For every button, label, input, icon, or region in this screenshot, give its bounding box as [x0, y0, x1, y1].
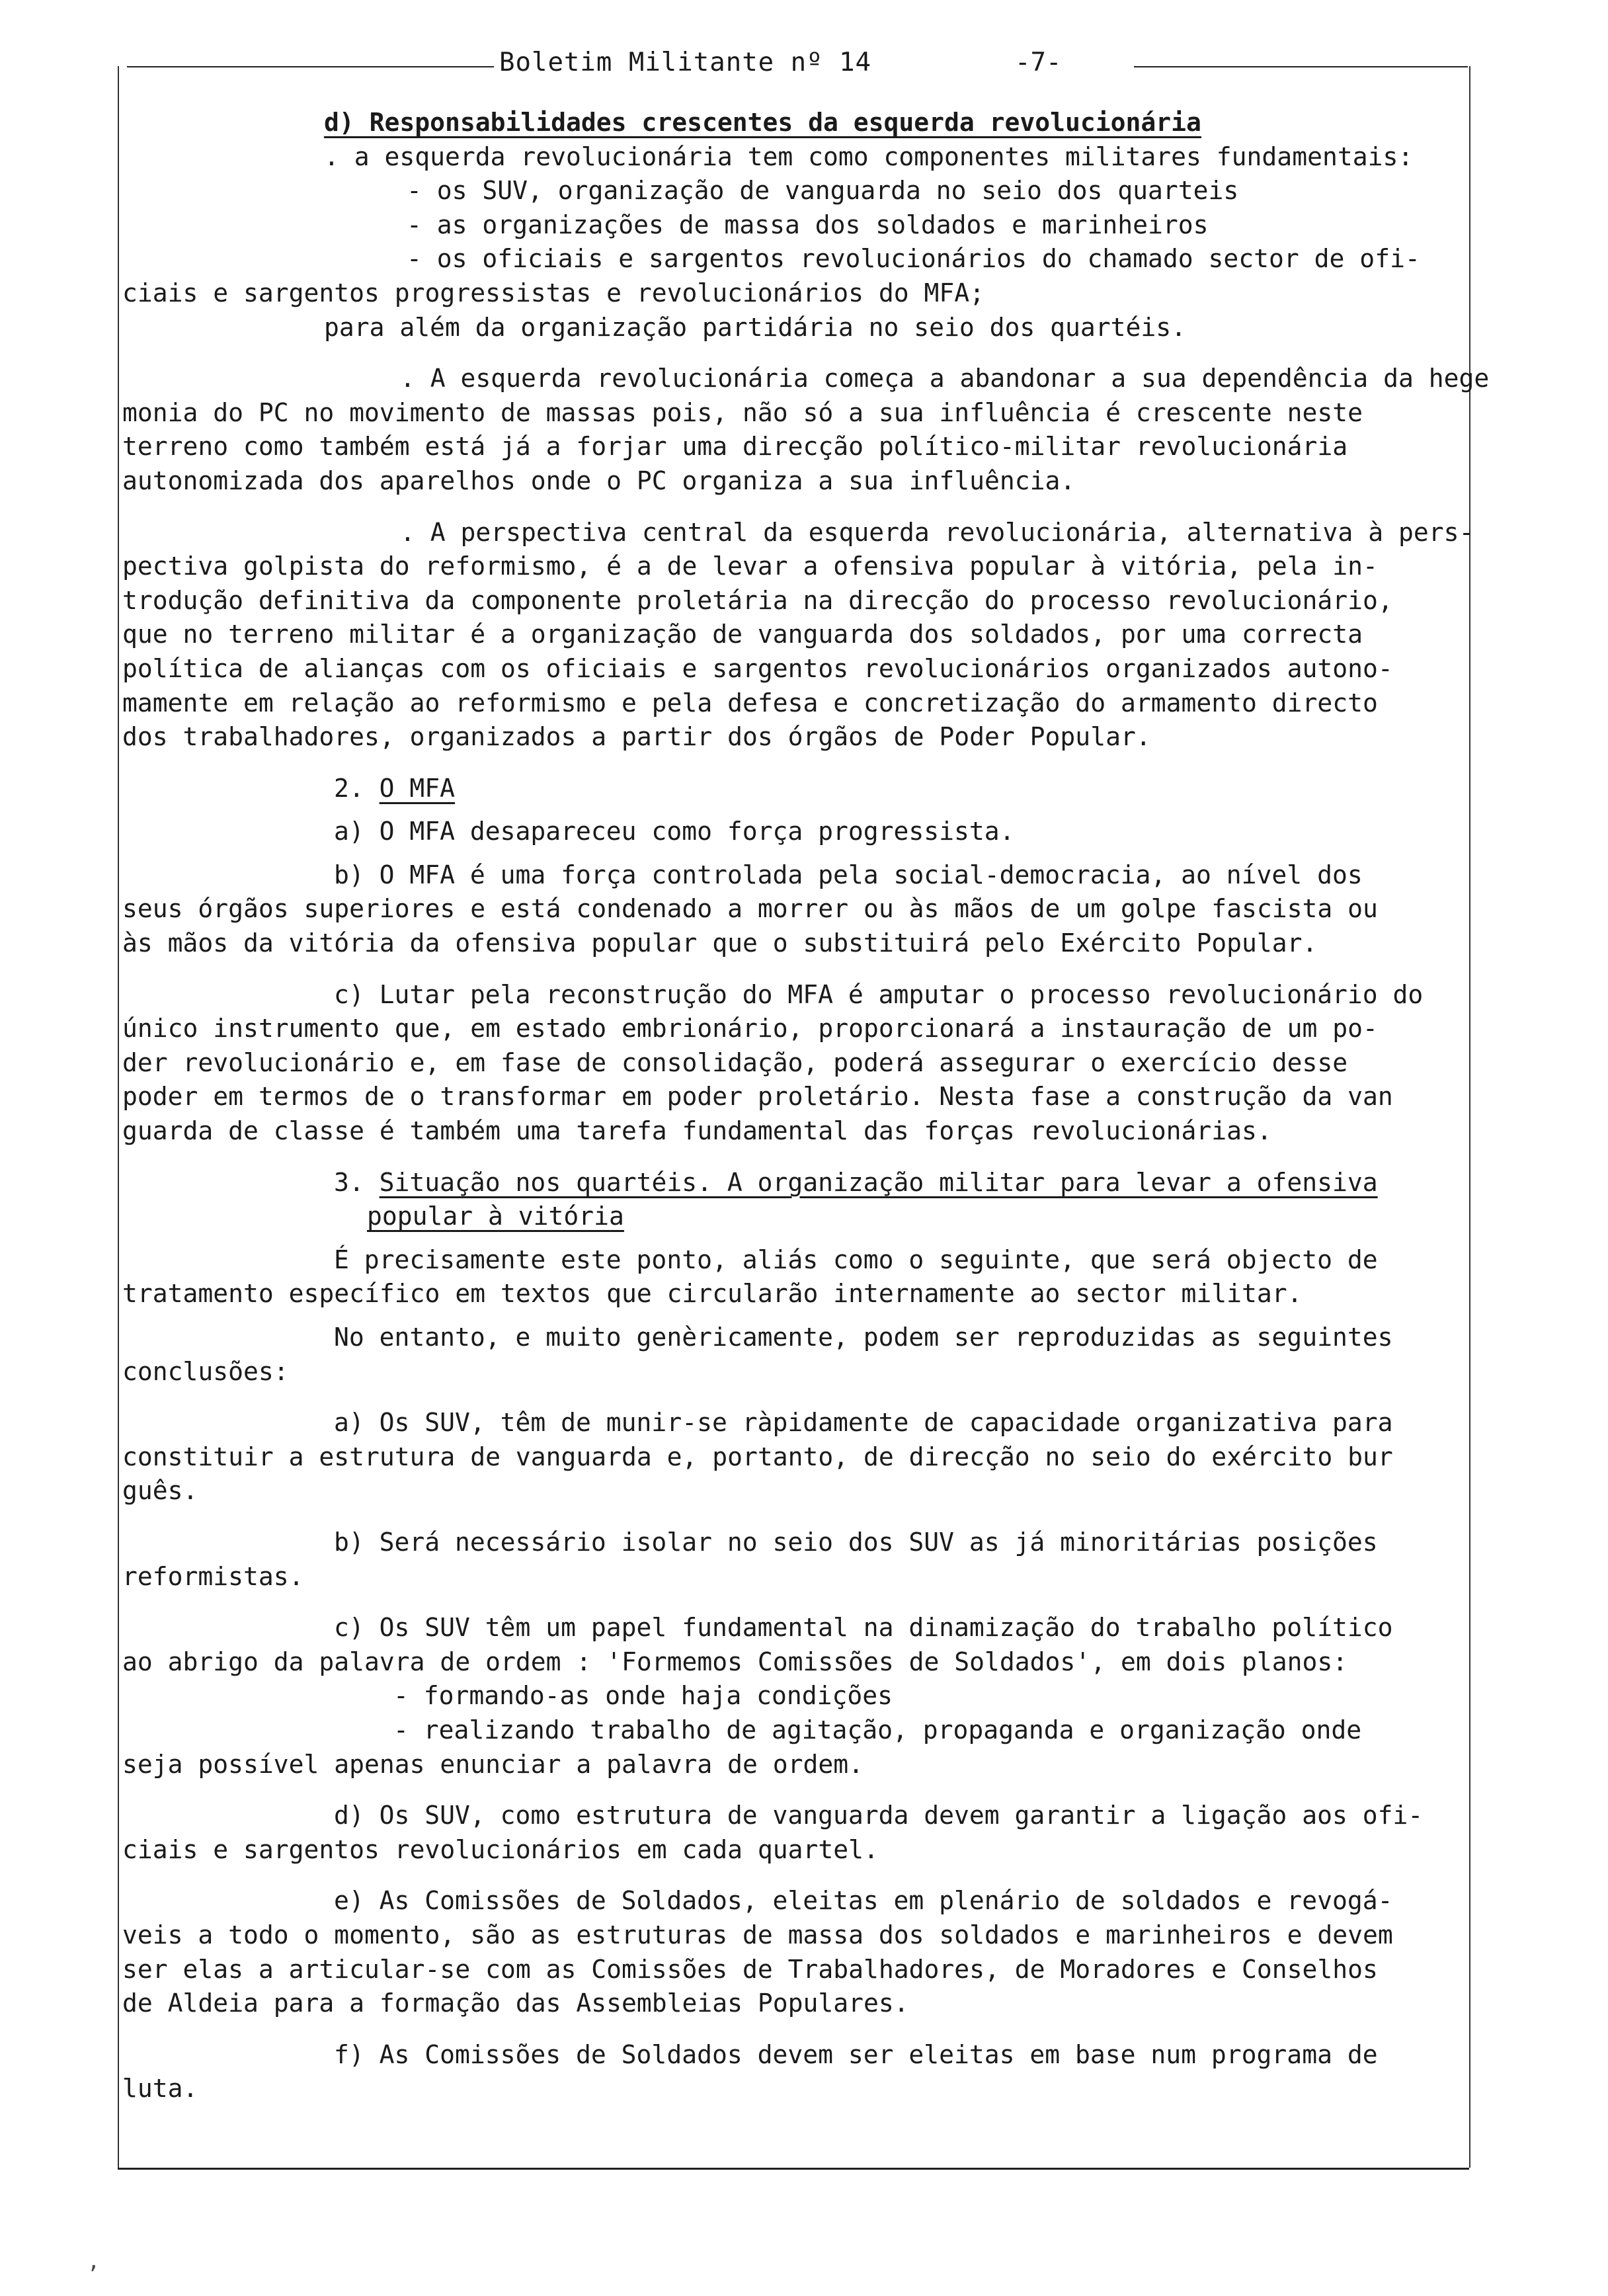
paragraph-line: autonomizada dos aparelhos onde o PC organiza a sua influência.	[122, 466, 1076, 495]
paragraph-line: constituir a estrutura de vanguarda e, portanto, de direcção no seio do exército bur	[122, 1442, 1393, 1471]
paragraph-line: mamente em relação ao reformismo e pela defesa e concretização do armamento directo	[122, 688, 1378, 718]
paragraph-line: d) Os SUV, como estrutura de vanguarda devem garantir a ligação aos ofi-	[334, 1801, 1424, 1830]
paragraph-line: No entanto, e muito genèricamente, podem ser reproduzidas as seguintes	[334, 1323, 1393, 1352]
paragraph-line: poder em termos de o transformar em poder proletário. Nesta fase a construção da van	[122, 1082, 1393, 1112]
section-2-title: O MFA	[379, 773, 456, 803]
paragraph-line: ser elas a articular-se com as Comissões de Trabalhadores, de Moradores e Conselhos	[122, 1954, 1378, 1984]
document-body	[122, 106, 1490, 2106]
paragraph-line: reformistas.	[122, 1561, 304, 1591]
paragraph-line: às mãos da vitória da ofensiva popular que o substituirá pelo Exército Popular.	[122, 928, 1318, 958]
list-item: - os oficiais e sargentos revolucionários do chamado sector de ofi-	[407, 244, 1420, 274]
paragraph-line: c) Lutar pela reconstrução do MFA é amputar o processo revolucionário do	[334, 979, 1424, 1009]
paragraph-line: veis a todo o momento, são as estruturas de massa dos soldados e marinheiros e devem	[122, 1920, 1393, 1949]
paragraph-line: É precisamente este ponto, aliás como o seguinte, que será objecto de	[334, 1245, 1378, 1274]
footer-rule	[118, 2168, 1469, 2170]
list-item: - realizando trabalho de agitação, propaganda e organização onde	[393, 1715, 1362, 1744]
paragraph-line: ciais e sargentos progressistas e revolucionários do MFA;	[122, 278, 985, 308]
section-2-number: 2.	[334, 773, 364, 803]
page-number: -7-	[1015, 48, 1062, 77]
paragraph-line: . A perspectiva central da esquerda revolucionária, alternativa à pers-	[400, 517, 1474, 547]
paragraph-line: ao abrigo da palavra de ordem : 'Formemos Comissões de Soldados', em dois planos:	[122, 1647, 1348, 1676]
paragraph-line: guês.	[122, 1476, 198, 1506]
paragraph-line: conclusões:	[122, 1356, 289, 1386]
section-3-heading	[122, 1166, 1471, 1200]
paragraph-line: dos trabalhadores, organizados a partir dos órgãos de Poder Popular.	[122, 722, 1151, 752]
paragraph-line: der revolucionário e, em fase de consolidação, poderá assegurar o exercício desse	[122, 1047, 1348, 1077]
paragraph-line: tratamento específico em textos que circularão internamente ao sector militar.	[122, 1279, 1303, 1309]
section-3-title-line2-text: popular à vitória	[367, 1202, 624, 1231]
section-3-number: 3.	[334, 1167, 364, 1197]
list-item: - os SUV, organização de vanguarda no seio dos quarteis	[407, 176, 1239, 206]
paragraph-line: trodução definitiva da componente proletária na direcção do processo revolucionário,	[122, 585, 1393, 615]
paragraph-line: único instrumento que, em estado embrionário, proporcionará a instauração de um po-	[122, 1014, 1378, 1044]
section-2-heading	[122, 772, 1471, 806]
paragraph-line: a) O MFA desapareceu como força progressista.	[334, 817, 1015, 846]
paragraph-line: . a esquerda revolucionária tem como componentes militares fundamentais:	[324, 142, 1414, 171]
paragraph-line: política de alianças com os oficiais e sargentos revolucionários organizados autono-	[122, 653, 1393, 683]
paragraph-line: de Aldeia para a formação das Assembleias Populares.	[122, 1988, 909, 2018]
paragraph-line: e) As Comissões de Soldados, eleitas em plenário de soldados e revogá-	[334, 1886, 1393, 1916]
list-item: - formando-as onde haja condições	[393, 1681, 893, 1711]
paragraph-line: para além da organização partidária no seio dos quartéis.	[324, 312, 1187, 342]
paragraph-line: luta.	[122, 2074, 198, 2104]
stray-mark: ,	[87, 2248, 100, 2274]
paragraph-line: b) Será necessário isolar no seio dos SUV as já minoritárias posições	[334, 1527, 1378, 1557]
section-3-title-line2	[122, 1200, 1471, 1234]
paragraph-line: . A esquerda revolucionária começa a abandonar a sua dependência da hege	[400, 364, 1490, 393]
paragraph-line: a) Os SUV, têm de munir-se ràpidamente de capacidade organizativa para	[334, 1408, 1393, 1438]
paragraph-line: pectiva golpista do reformismo, é a de levar a ofensiva popular à vitória, pela in-	[122, 552, 1378, 581]
section-3-title-line1: Situação nos quartéis. A organização militar para levar a ofensiva	[379, 1167, 1378, 1197]
section-d-heading: d) Responsabilidades crescentes da esquerda revolucionária	[324, 108, 1201, 137]
paragraph-line: guarda de classe é também uma tarefa fundamental das forças revolucionárias.	[122, 1116, 1272, 1146]
list-item: - as organizações de massa dos soldados e marinheiros	[407, 210, 1209, 239]
paragraph-line: terreno como também está já a forjar uma direcção político-militar revolucionária	[122, 432, 1348, 462]
paragraph-line: c) Os SUV têm um papel fundamental na dinamização do trabalho político	[334, 1613, 1393, 1643]
bulletin-title: Boletim Militante nº 14	[499, 48, 872, 77]
paragraph-line: que no terreno militar é a organização de vanguarda dos soldados, por uma correcta	[122, 620, 1363, 649]
paragraph-line: seus órgãos superiores e está condenado a morrer ou às mãos de um golpe fascista ou	[122, 894, 1378, 924]
paragraph-line: monia do PC no movimento de massas pois, não só a sua influência é crescente neste	[122, 397, 1363, 427]
paragraph-line: seja possível apenas enunciar a palavra de ordem.	[122, 1749, 864, 1779]
paragraph-line: f) As Comissões de Soldados devem ser eleitas em base num programa de	[334, 2039, 1378, 2069]
paragraph-line: ciais e sargentos revolucionários em cada quartel.	[122, 1834, 879, 1864]
paragraph-line: b) O MFA é uma força controlada pela social-democracia, ao nível dos	[334, 860, 1363, 889]
